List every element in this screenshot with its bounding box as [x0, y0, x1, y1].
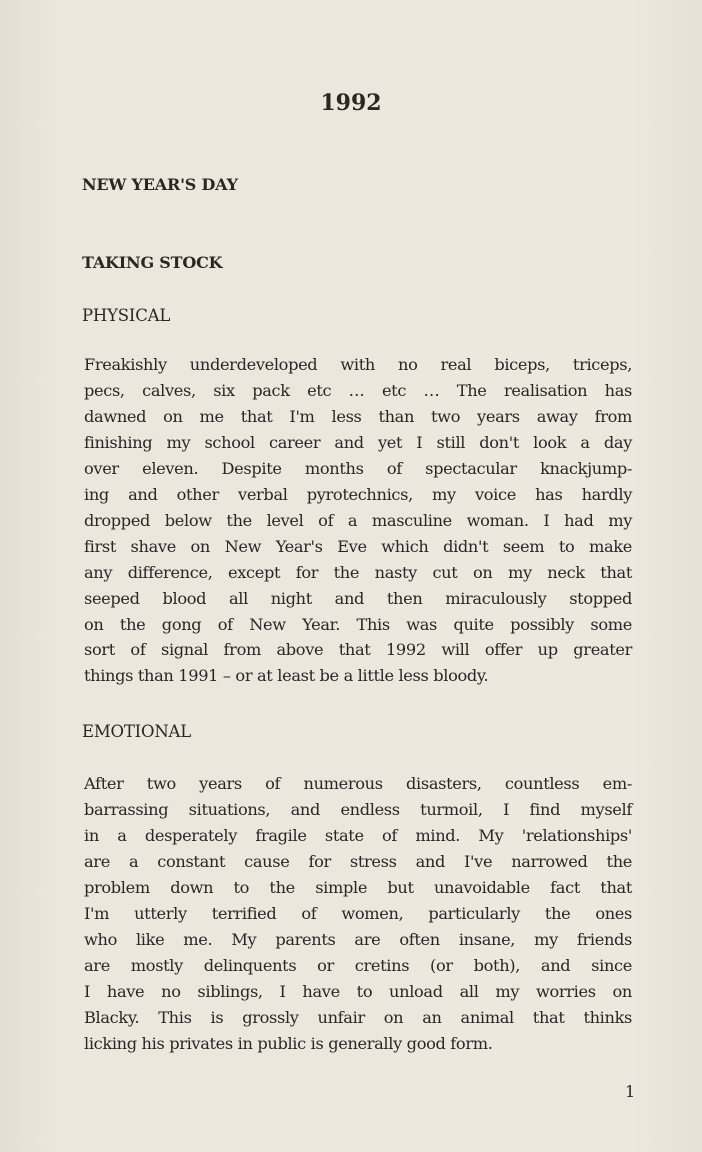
- text-line: pecs, calves, six pack etc … etc … The realisation has: [84, 380, 632, 400]
- emotional-paragraph: [84, 771, 632, 1056]
- text-line: I'm utterly terrified of women, particularly the ones: [84, 903, 632, 923]
- text-line: sort of signal from above that 1992 will offer up greater: [84, 640, 632, 660]
- text-line: I have no siblings, I have to unload all my worries on: [84, 981, 632, 1001]
- text-line: are mostly delinquents or cretins (or both), and since: [84, 955, 632, 975]
- text-line: dawned on me that I'm less than two years away from: [84, 406, 632, 426]
- text-line: problem down to the simple but unavoidable fact that: [84, 877, 632, 897]
- text-line: ing and other verbal pyrotechnics, my voice has hardly: [84, 484, 632, 504]
- text-line: over eleven. Despite months of spectacular knackjump-: [84, 458, 632, 478]
- page-number: 1: [625, 1082, 636, 1101]
- text-line: first shave on New Year's Eve which didn't seem to make: [84, 536, 632, 556]
- text-line: finishing my school career and yet I still don't look a day: [84, 432, 632, 452]
- text-line: any difference, except for the nasty cut on my neck that: [84, 562, 632, 582]
- text-line: on the gong of New Year. This was quite possibly some: [84, 614, 632, 634]
- text-line: After two years of numerous disasters, countless em-: [84, 774, 632, 793]
- chapter-title: 1992: [320, 90, 382, 116]
- text-line: things than 1991 – or at least be a little less bloody.: [84, 666, 489, 686]
- text-line: licking his privates in public is generally good form.: [84, 1033, 493, 1053]
- text-line: Blacky. This is grossly unfair on an animal that thinks: [84, 1007, 632, 1027]
- text-line: Freakishly underdeveloped with no real biceps, triceps,: [84, 355, 632, 374]
- text-line: who like me. My parents are often insane, my friends: [84, 929, 632, 949]
- section-heading: TAKING STOCK: [82, 253, 223, 272]
- text-line: seeped blood all night and then miraculously stopped: [84, 588, 632, 608]
- text-line: are a constant cause for stress and I've narrowed the: [84, 851, 632, 871]
- emotional-label: EMOTIONAL: [82, 722, 192, 741]
- entry-heading: NEW YEAR'S DAY: [82, 175, 238, 194]
- text-line: dropped below the level of a masculine woman. I had my: [84, 510, 632, 530]
- text-line: barrassing situations, and endless turmoil, I find myself: [84, 799, 632, 819]
- physical-paragraph: [84, 352, 632, 689]
- text-line: in a desperately fragile state of mind. My 'relationships': [84, 825, 632, 845]
- physical-label: PHYSICAL: [82, 306, 171, 325]
